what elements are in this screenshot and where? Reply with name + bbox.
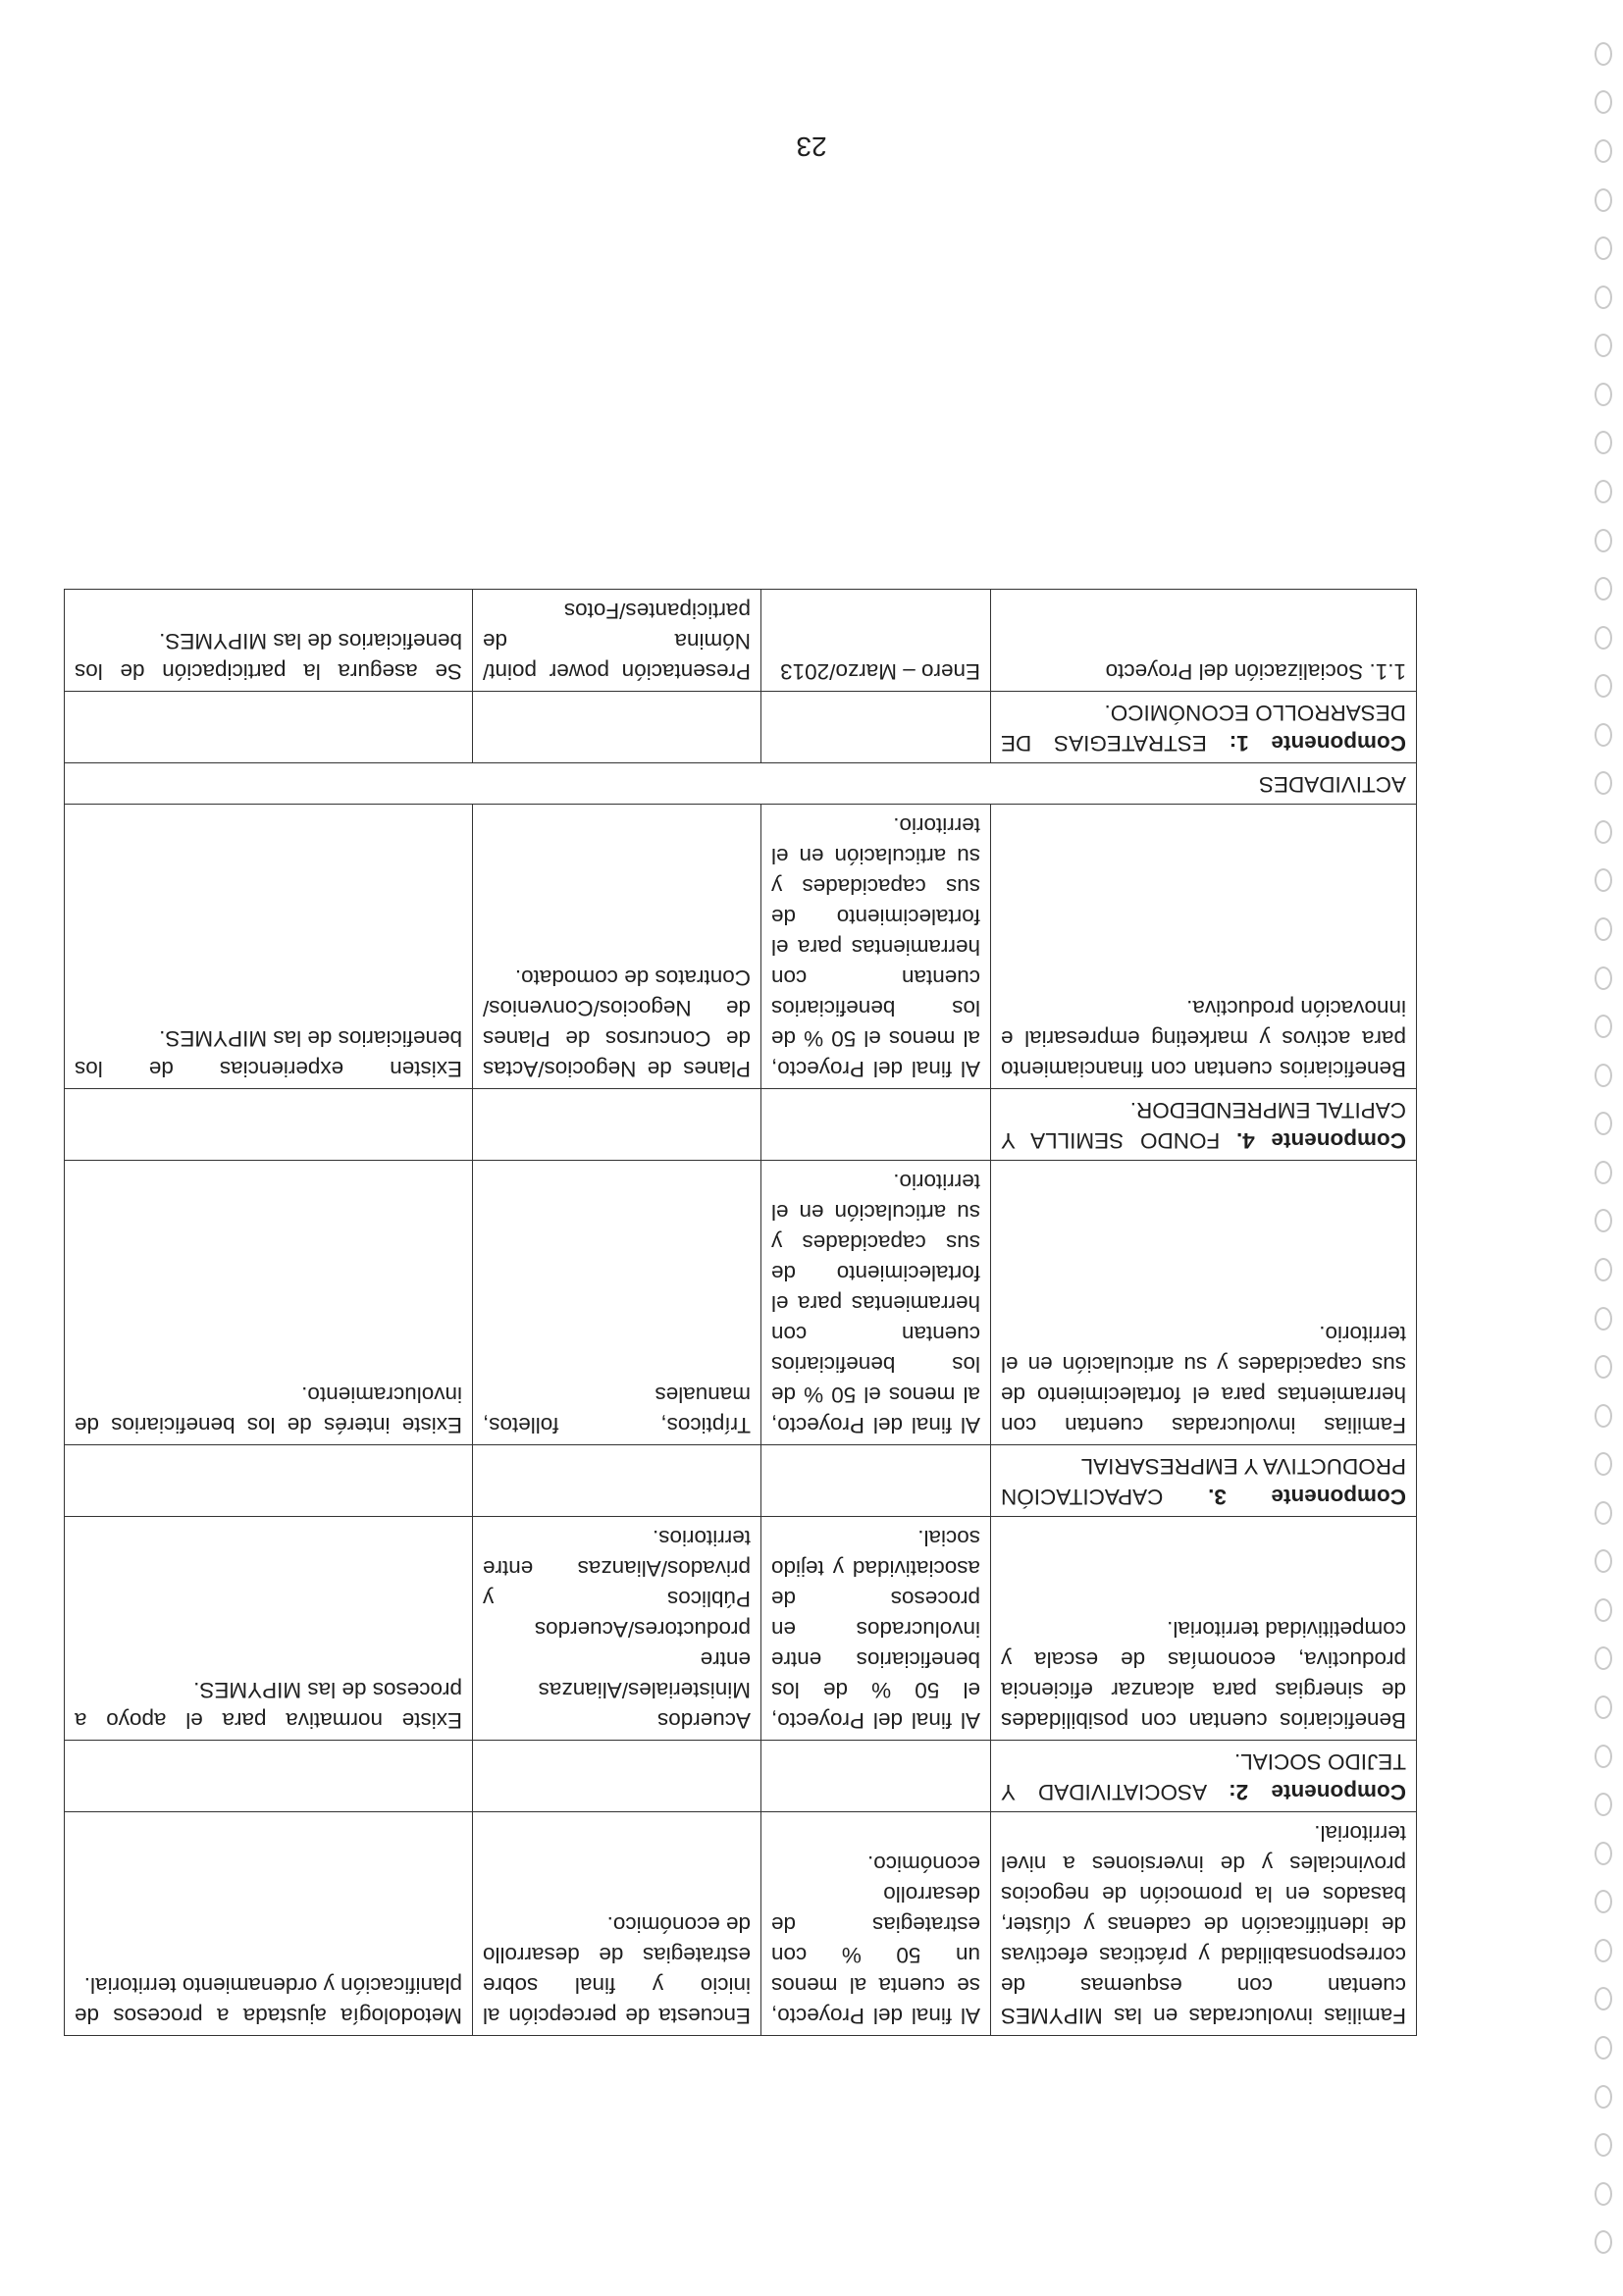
assumption-cell: Metodología ajustada a procesos de planificación y ordenamiento territorial. bbox=[65, 1812, 473, 2036]
binding-hole bbox=[1595, 1890, 1612, 1913]
binding-hole bbox=[1595, 820, 1612, 844]
binding-hole bbox=[1595, 2182, 1612, 2206]
binding-hole bbox=[1595, 1015, 1612, 1038]
component-label: Componente 4. bbox=[1235, 1128, 1406, 1153]
binding-hole bbox=[1595, 2230, 1612, 2254]
component-text: FONDO SEMILLA Y CAPITAL EMPRENDEDOR. bbox=[1001, 1098, 1406, 1153]
assumption-cell: Existe interés de los beneficiarios de involucramiento. bbox=[65, 1161, 473, 1445]
binding-hole bbox=[1595, 1404, 1612, 1428]
verification-cell: Acuerdos Ministeriales/Alianzas entre productores/Acuerdos Públicos y privados/Alianzas entre territorios. bbox=[473, 1517, 761, 1741]
binding-hole bbox=[1595, 1307, 1612, 1331]
component-text: ASOCIATIVIDAD Y TEJIDO SOCIAL. bbox=[1001, 1749, 1406, 1804]
activity-cell: 1.1. Socialización del Proyecto bbox=[991, 590, 1417, 692]
indicator-cell: Al final del Proyecto, se cuenta al menos un 50 % con estrategias de desarrollo económico. bbox=[761, 1812, 991, 2036]
component-row bbox=[65, 1445, 1417, 1517]
verification-cell: Presentación power point/ Nómina de participantes/Fotos bbox=[473, 590, 761, 692]
empty-cell bbox=[761, 1445, 991, 1517]
section-header-activities: ACTIVIDADES bbox=[65, 763, 1417, 805]
binding-hole bbox=[1595, 286, 1612, 309]
empty-cell bbox=[65, 1741, 473, 1812]
component-title bbox=[991, 1089, 1417, 1161]
component-text: CAPACITACIÓN PRODUCTIVA Y EMPRESARIAL bbox=[1000, 1454, 1406, 1509]
binding-hole bbox=[1595, 334, 1612, 357]
verification-cell: Planes de Negocios/Actas de Concursos de Planes de Negocios/Convenios/ Contratos de comodato. bbox=[473, 805, 761, 1089]
binding-hole bbox=[1595, 626, 1612, 650]
binding-hole bbox=[1595, 1355, 1612, 1379]
binding-hole bbox=[1595, 1258, 1612, 1281]
component-title bbox=[991, 1445, 1417, 1517]
table-row bbox=[65, 1517, 1417, 1741]
result-cell: Beneficiarios cuentan con financiamiento para activos y marketing empresarial e innovación productiva. bbox=[991, 805, 1417, 1089]
component-row bbox=[65, 1741, 1417, 1812]
verification-cell: Trípticos, folletos, manuales bbox=[473, 1161, 761, 1445]
binding-hole bbox=[1595, 90, 1612, 114]
result-cell: Familias involucradas en las MIPYMES cuentan con esquemas de corresponsabilidad y prácticas efectivas de identificación de cadenas y clúster, basados en la promoción de negocios provinciales y de inversiones a nivel territorial. bbox=[991, 1812, 1417, 2036]
binding-hole bbox=[1595, 966, 1612, 990]
component-row bbox=[65, 692, 1417, 763]
table-row bbox=[65, 1161, 1417, 1445]
result-cell: Familias involucradas cuentan con herramientas para el fortalecimiento de sus capacidades y su articulación en el territorio. bbox=[991, 1161, 1417, 1445]
indicator-cell: Al final del Proyecto, el 50 % de los beneficiarios entre involucrados en procesos de asociatividad y tejido social. bbox=[761, 1517, 991, 1741]
component-title bbox=[991, 692, 1417, 763]
binding-hole bbox=[1595, 1064, 1612, 1087]
component-title bbox=[991, 1741, 1417, 1812]
empty-cell bbox=[65, 692, 473, 763]
binding-hole bbox=[1595, 42, 1612, 66]
table-row bbox=[65, 805, 1417, 1089]
binding-hole bbox=[1595, 868, 1612, 892]
binding-hole bbox=[1595, 529, 1612, 552]
indicator-cell: Al final del Proyecto, al menos el 50 % de los beneficiarios cuentan con herramientas para el fortalecimiento de sus capacidades y su articulación en el territorio. bbox=[761, 805, 991, 1089]
verification-cell: Encuesta de percepción al inicio y final sobre estrategias de desarrollo de económico. bbox=[473, 1812, 761, 2036]
empty-cell bbox=[473, 1741, 761, 1812]
binding-hole bbox=[1595, 2133, 1612, 2157]
binding-hole bbox=[1595, 1112, 1612, 1135]
component-label: Componente 1: bbox=[1229, 731, 1406, 756]
component-label: Componente 2: bbox=[1229, 1780, 1406, 1804]
binding-hole bbox=[1595, 236, 1612, 260]
binding-hole bbox=[1595, 2036, 1612, 2060]
binding-hole bbox=[1595, 188, 1612, 212]
page-number: 23 bbox=[796, 131, 827, 162]
binding-hole bbox=[1595, 1745, 1612, 1768]
binding-hole bbox=[1595, 1209, 1612, 1232]
binding-hole bbox=[1595, 2085, 1612, 2109]
binding-hole bbox=[1595, 480, 1612, 503]
binding-hole bbox=[1595, 723, 1612, 747]
table-row bbox=[65, 1812, 1417, 2036]
binding-hole bbox=[1595, 674, 1612, 698]
component-row bbox=[65, 1089, 1417, 1161]
binding-hole bbox=[1595, 1161, 1612, 1184]
binding-hole bbox=[1595, 1501, 1612, 1525]
binding-hole bbox=[1595, 577, 1612, 600]
section-header-row bbox=[65, 763, 1417, 805]
schedule-cell: Enero – Marzo/2013 bbox=[761, 590, 991, 692]
empty-cell bbox=[65, 1089, 473, 1161]
empty-cell bbox=[473, 1089, 761, 1161]
empty-cell bbox=[473, 692, 761, 763]
binding-hole bbox=[1595, 1452, 1612, 1476]
table-row bbox=[65, 590, 1417, 692]
empty-cell bbox=[761, 692, 991, 763]
binding-hole bbox=[1595, 1646, 1612, 1670]
indicator-cell: Al final del Proyecto, al menos el 50 % de los beneficiarios cuentan con herramientas para el fortalecimiento de sus capacidades y su articulación en el territorio. bbox=[761, 1161, 991, 1445]
result-cell: Beneficiarios cuentan con posibilidades de sinergias para alcanzar eficiencia productiva, economías de escala y competitividad territorial. bbox=[991, 1517, 1417, 1741]
assumption-cell: Se asegura la participación de los beneficiarios de las MIPYMES. bbox=[65, 590, 473, 692]
binding-hole bbox=[1595, 917, 1612, 941]
component-text: ESTRATEGIAS DE DESARROLLO ECONÓMICO. bbox=[1001, 701, 1406, 756]
logical-framework-table bbox=[64, 589, 1417, 2036]
binding-hole bbox=[1595, 1549, 1612, 1573]
empty-cell bbox=[761, 1741, 991, 1812]
binding-hole bbox=[1595, 1842, 1612, 1865]
binding-hole bbox=[1595, 383, 1612, 406]
empty-cell bbox=[65, 1445, 473, 1517]
binding-hole bbox=[1595, 1696, 1612, 1719]
binding-hole bbox=[1595, 1793, 1612, 1816]
component-label: Componente 3. bbox=[1208, 1485, 1406, 1509]
binding-hole bbox=[1595, 1598, 1612, 1622]
assumption-cell: Existe normativa para el apoyo a procesos de las MIPYMES. bbox=[65, 1517, 473, 1741]
assumption-cell: Existen experiencias de los beneficiarios de las MIPYMES. bbox=[65, 805, 473, 1089]
binding-hole bbox=[1595, 1939, 1612, 1962]
empty-cell bbox=[761, 1089, 991, 1161]
binding-hole bbox=[1595, 1987, 1612, 2010]
binding-hole bbox=[1595, 771, 1612, 795]
binding-hole bbox=[1595, 431, 1612, 454]
empty-cell bbox=[473, 1445, 761, 1517]
spiral-binding-holes bbox=[1584, 0, 1623, 2296]
